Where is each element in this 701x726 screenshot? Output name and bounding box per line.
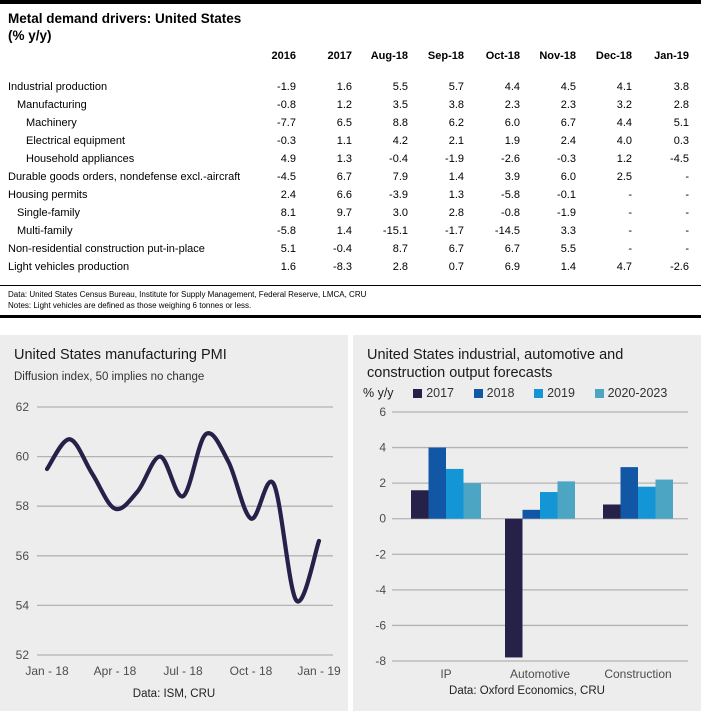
cell-value: 5.5 — [560, 243, 576, 255]
x-tick-label: Jul - 18 — [163, 663, 203, 678]
legend-item-2017 — [413, 386, 454, 400]
cell-value: 6.7 — [504, 243, 520, 255]
cell-value: -0.3 — [557, 153, 576, 165]
cell-value: - — [685, 189, 689, 201]
table-row — [0, 258, 701, 276]
table-row — [0, 168, 701, 186]
cell-value: 1.2 — [616, 153, 632, 165]
x-tick-label: Oct - 18 — [229, 663, 273, 678]
bar-2018-Construction — [621, 467, 639, 519]
cell-value: -1.7 — [445, 225, 464, 237]
cell-value: 6.5 — [336, 117, 352, 129]
bar-2019-IP — [446, 469, 464, 519]
y-tick-label: -2 — [375, 547, 386, 562]
cell-value: 3.5 — [392, 99, 408, 111]
bar-2019-Automotive — [540, 492, 558, 519]
y-tick-label: -6 — [375, 618, 386, 633]
pmi-chart-panel — [0, 335, 348, 711]
cell-value: 1.6 — [280, 261, 296, 273]
y-tick-label: -4 — [375, 582, 386, 597]
cell-value: -1.9 — [557, 207, 576, 219]
table-data-note: Data: United States Census Bureau, Institute for Supply Management, Federal Reserve, LMCA, CRU — [8, 290, 367, 299]
section-divider-rule — [0, 315, 701, 318]
cell-value: 3.2 — [616, 99, 632, 111]
column-header: Sep-18 — [427, 50, 464, 62]
cell-value: 4.0 — [616, 135, 632, 147]
cell-value: 8.8 — [392, 117, 408, 129]
cell-value: -0.8 — [501, 207, 520, 219]
legend-swatch — [595, 389, 604, 398]
y-axis-unit-label: % y/y — [363, 386, 394, 400]
cell-value: 6.7 — [336, 171, 352, 183]
y-tick-label: 52 — [15, 647, 29, 662]
cell-value: 4.9 — [280, 153, 296, 165]
cell-value: 4.2 — [392, 135, 408, 147]
legend-label: 2018 — [486, 386, 515, 400]
cell-value: 6.7 — [448, 243, 464, 255]
cell-value: 6.6 — [336, 189, 352, 201]
table-row — [0, 204, 701, 222]
column-spacer — [0, 46, 240, 62]
cell-value: 2.8 — [392, 261, 408, 273]
cell-value: 3.8 — [673, 81, 689, 93]
cell-value: 6.0 — [560, 171, 576, 183]
forecast-legend-row — [353, 382, 701, 400]
cell-value: 2.4 — [560, 135, 576, 147]
bar-2018-Automotive — [523, 510, 541, 519]
legend-swatch — [534, 389, 543, 398]
row-label: Housing permits — [8, 189, 88, 201]
cell-value: 2.5 — [616, 171, 632, 183]
cell-value: - — [628, 225, 632, 237]
row-label: Household appliances — [26, 153, 135, 165]
cell-value: 5.1 — [280, 243, 296, 255]
pmi-chart-title: United States manufacturing PMI — [14, 347, 227, 363]
cell-value: -5.8 — [501, 189, 520, 201]
forecast-chart-title: United States industrial, automotive and construction output forecasts — [367, 347, 624, 381]
cell-value: 5.7 — [448, 81, 464, 93]
cell-value: -15.1 — [382, 225, 408, 237]
table-title: Metal demand drivers: United States — [8, 11, 242, 26]
cell-value: -5.8 — [277, 225, 296, 237]
cell-value: 2.8 — [673, 99, 689, 111]
cell-value: 1.4 — [560, 261, 576, 273]
cell-value: 8.7 — [392, 243, 408, 255]
cell-value: 5.1 — [673, 117, 689, 129]
cell-value: 3.8 — [448, 99, 464, 111]
cell-value: 5.5 — [392, 81, 408, 93]
column-header: Oct-18 — [485, 50, 520, 62]
cell-value: -0.1 — [557, 189, 576, 201]
row-label: Durable goods orders, nondefense excl.-aircraft — [8, 171, 240, 183]
y-tick-label: 54 — [15, 597, 29, 612]
legend-label: 2020-2023 — [607, 386, 668, 400]
cell-value: -3.9 — [389, 189, 408, 201]
row-label: Manufacturing — [17, 99, 87, 111]
cell-value: -0.4 — [389, 153, 408, 165]
forecast-chart-panel — [353, 335, 701, 711]
row-label: Non-residential construction put-in-place — [8, 243, 205, 255]
cell-value: 8.1 — [280, 207, 296, 219]
cell-value: - — [628, 189, 632, 201]
charts-section — [0, 335, 701, 711]
y-tick-label: 58 — [15, 498, 29, 513]
bar-2019-Construction — [638, 487, 656, 519]
bar-2017-IP — [411, 490, 429, 518]
cell-value: 4.4 — [616, 117, 632, 129]
cell-value: -0.8 — [277, 99, 296, 111]
cell-value: 3.9 — [504, 171, 520, 183]
category-label: IP — [440, 667, 452, 681]
legend-swatch — [474, 389, 483, 398]
cell-value: 2.4 — [280, 189, 296, 201]
legend-item-2020-2023 — [595, 386, 668, 400]
cell-value: 2.1 — [448, 135, 464, 147]
cell-value: 2.3 — [560, 99, 576, 111]
bar-2020-2023-Construction — [656, 480, 674, 519]
table-row — [0, 114, 701, 132]
cell-value: 7.9 — [392, 171, 408, 183]
bar-2020-2023-Automotive — [558, 481, 576, 518]
cell-value: 3.3 — [560, 225, 576, 237]
cell-value: -0.4 — [333, 243, 352, 255]
legend-swatch — [413, 389, 422, 398]
cell-value: -1.9 — [277, 81, 296, 93]
column-header: Aug-18 — [370, 50, 408, 62]
legend-item-2018 — [474, 386, 515, 400]
cell-value: 2.3 — [504, 99, 520, 111]
bar-2018-IP — [429, 448, 447, 519]
cell-value: -0.3 — [277, 135, 296, 147]
cell-value: -7.7 — [277, 117, 296, 129]
forecast-source: Data: Oxford Economics, CRU — [449, 685, 605, 697]
legend-items — [394, 386, 687, 400]
table-header-row — [0, 46, 701, 62]
cell-value: -2.6 — [501, 153, 520, 165]
row-label: Multi-family — [17, 225, 73, 237]
y-tick-label: 56 — [15, 548, 29, 563]
table-row — [0, 186, 701, 204]
column-header: Dec-18 — [595, 50, 632, 62]
category-label: Construction — [604, 667, 672, 681]
cell-value: 4.4 — [504, 81, 520, 93]
category-label: Automotive — [509, 667, 571, 681]
cell-value: -1.9 — [445, 153, 464, 165]
legend-label: 2017 — [426, 386, 455, 400]
y-tick-label: -8 — [375, 654, 386, 668]
cell-value: - — [628, 207, 632, 219]
cell-value: 4.7 — [616, 261, 632, 273]
cell-value: -8.3 — [333, 261, 352, 273]
bar-2017-Automotive — [505, 519, 523, 658]
cell-value: - — [628, 243, 632, 255]
pmi-source: Data: ISM, CRU — [132, 687, 216, 700]
pmi-line — [47, 433, 319, 601]
cell-value: 0.3 — [673, 135, 689, 147]
cell-value: -14.5 — [494, 225, 520, 237]
y-tick-label: 2 — [379, 476, 386, 491]
cell-value: -4.5 — [670, 153, 689, 165]
x-tick-label: Apr - 18 — [93, 663, 137, 678]
cell-value: 4.5 — [560, 81, 576, 93]
row-label: Light vehicles production — [8, 261, 130, 273]
column-header: 2017 — [327, 50, 352, 62]
cell-value: 1.9 — [504, 135, 520, 147]
legend-label: 2019 — [547, 386, 575, 400]
y-tick-label: 62 — [15, 399, 29, 414]
y-tick-label: 4 — [379, 440, 386, 455]
y-tick-label: 0 — [379, 511, 386, 526]
table-notes: Notes: Light vehicles are defined as those weighing 6 tonnes or less. — [8, 301, 252, 310]
cell-value: 9.7 — [336, 207, 352, 219]
demand-drivers-table — [0, 46, 701, 276]
cell-value: 3.0 — [392, 207, 408, 219]
cell-value: - — [685, 243, 689, 255]
cell-value: -4.5 — [277, 171, 296, 183]
table-subtitle: (% y/y) — [8, 28, 52, 43]
cell-value: 1.2 — [336, 99, 352, 111]
cell-value: 1.3 — [336, 153, 352, 165]
row-label: Single-family — [17, 207, 80, 219]
cell-value: 1.3 — [448, 189, 464, 201]
bar-2017-Construction — [603, 504, 621, 518]
cell-value: -2.6 — [670, 261, 689, 273]
column-header: Nov-18 — [539, 50, 576, 62]
cell-value: - — [685, 225, 689, 237]
column-header: Jan-19 — [654, 50, 689, 62]
pmi-chart-subtitle: Diffusion index, 50 implies no change — [14, 370, 205, 383]
cell-value: 6.0 — [504, 117, 520, 129]
row-label: Industrial production — [8, 81, 108, 93]
x-tick-label: Jan - 18 — [25, 663, 69, 678]
y-tick-label: 6 — [379, 405, 386, 419]
cell-value: 1.4 — [448, 171, 464, 183]
column-header: 2016 — [271, 50, 296, 62]
cell-value: 1.4 — [336, 225, 352, 237]
y-tick-label: 60 — [15, 449, 29, 464]
cell-value: - — [685, 171, 689, 183]
table-row — [0, 240, 701, 258]
pmi-line-chart — [7, 395, 341, 687]
bar-2020-2023-IP — [464, 483, 482, 519]
table-row — [0, 150, 701, 168]
forecast-bar-chart — [360, 400, 694, 684]
table-row — [0, 78, 701, 96]
cell-value: 6.7 — [560, 117, 576, 129]
cell-value: - — [685, 207, 689, 219]
table-row — [0, 96, 701, 114]
cell-value: 1.6 — [336, 81, 352, 93]
legend-item-2019 — [534, 386, 575, 400]
row-label: Machinery — [26, 117, 77, 129]
table-row — [0, 132, 701, 150]
row-label: Electrical equipment — [26, 135, 126, 147]
cell-value: 1.1 — [336, 135, 352, 147]
cell-value: 0.7 — [448, 261, 464, 273]
cell-value: 6.9 — [504, 261, 520, 273]
table-row — [0, 222, 701, 240]
cell-value: 4.1 — [616, 81, 632, 93]
x-tick-label: Jan - 19 — [297, 663, 341, 678]
cell-value: 6.2 — [448, 117, 464, 129]
cell-value: 2.8 — [448, 207, 464, 219]
